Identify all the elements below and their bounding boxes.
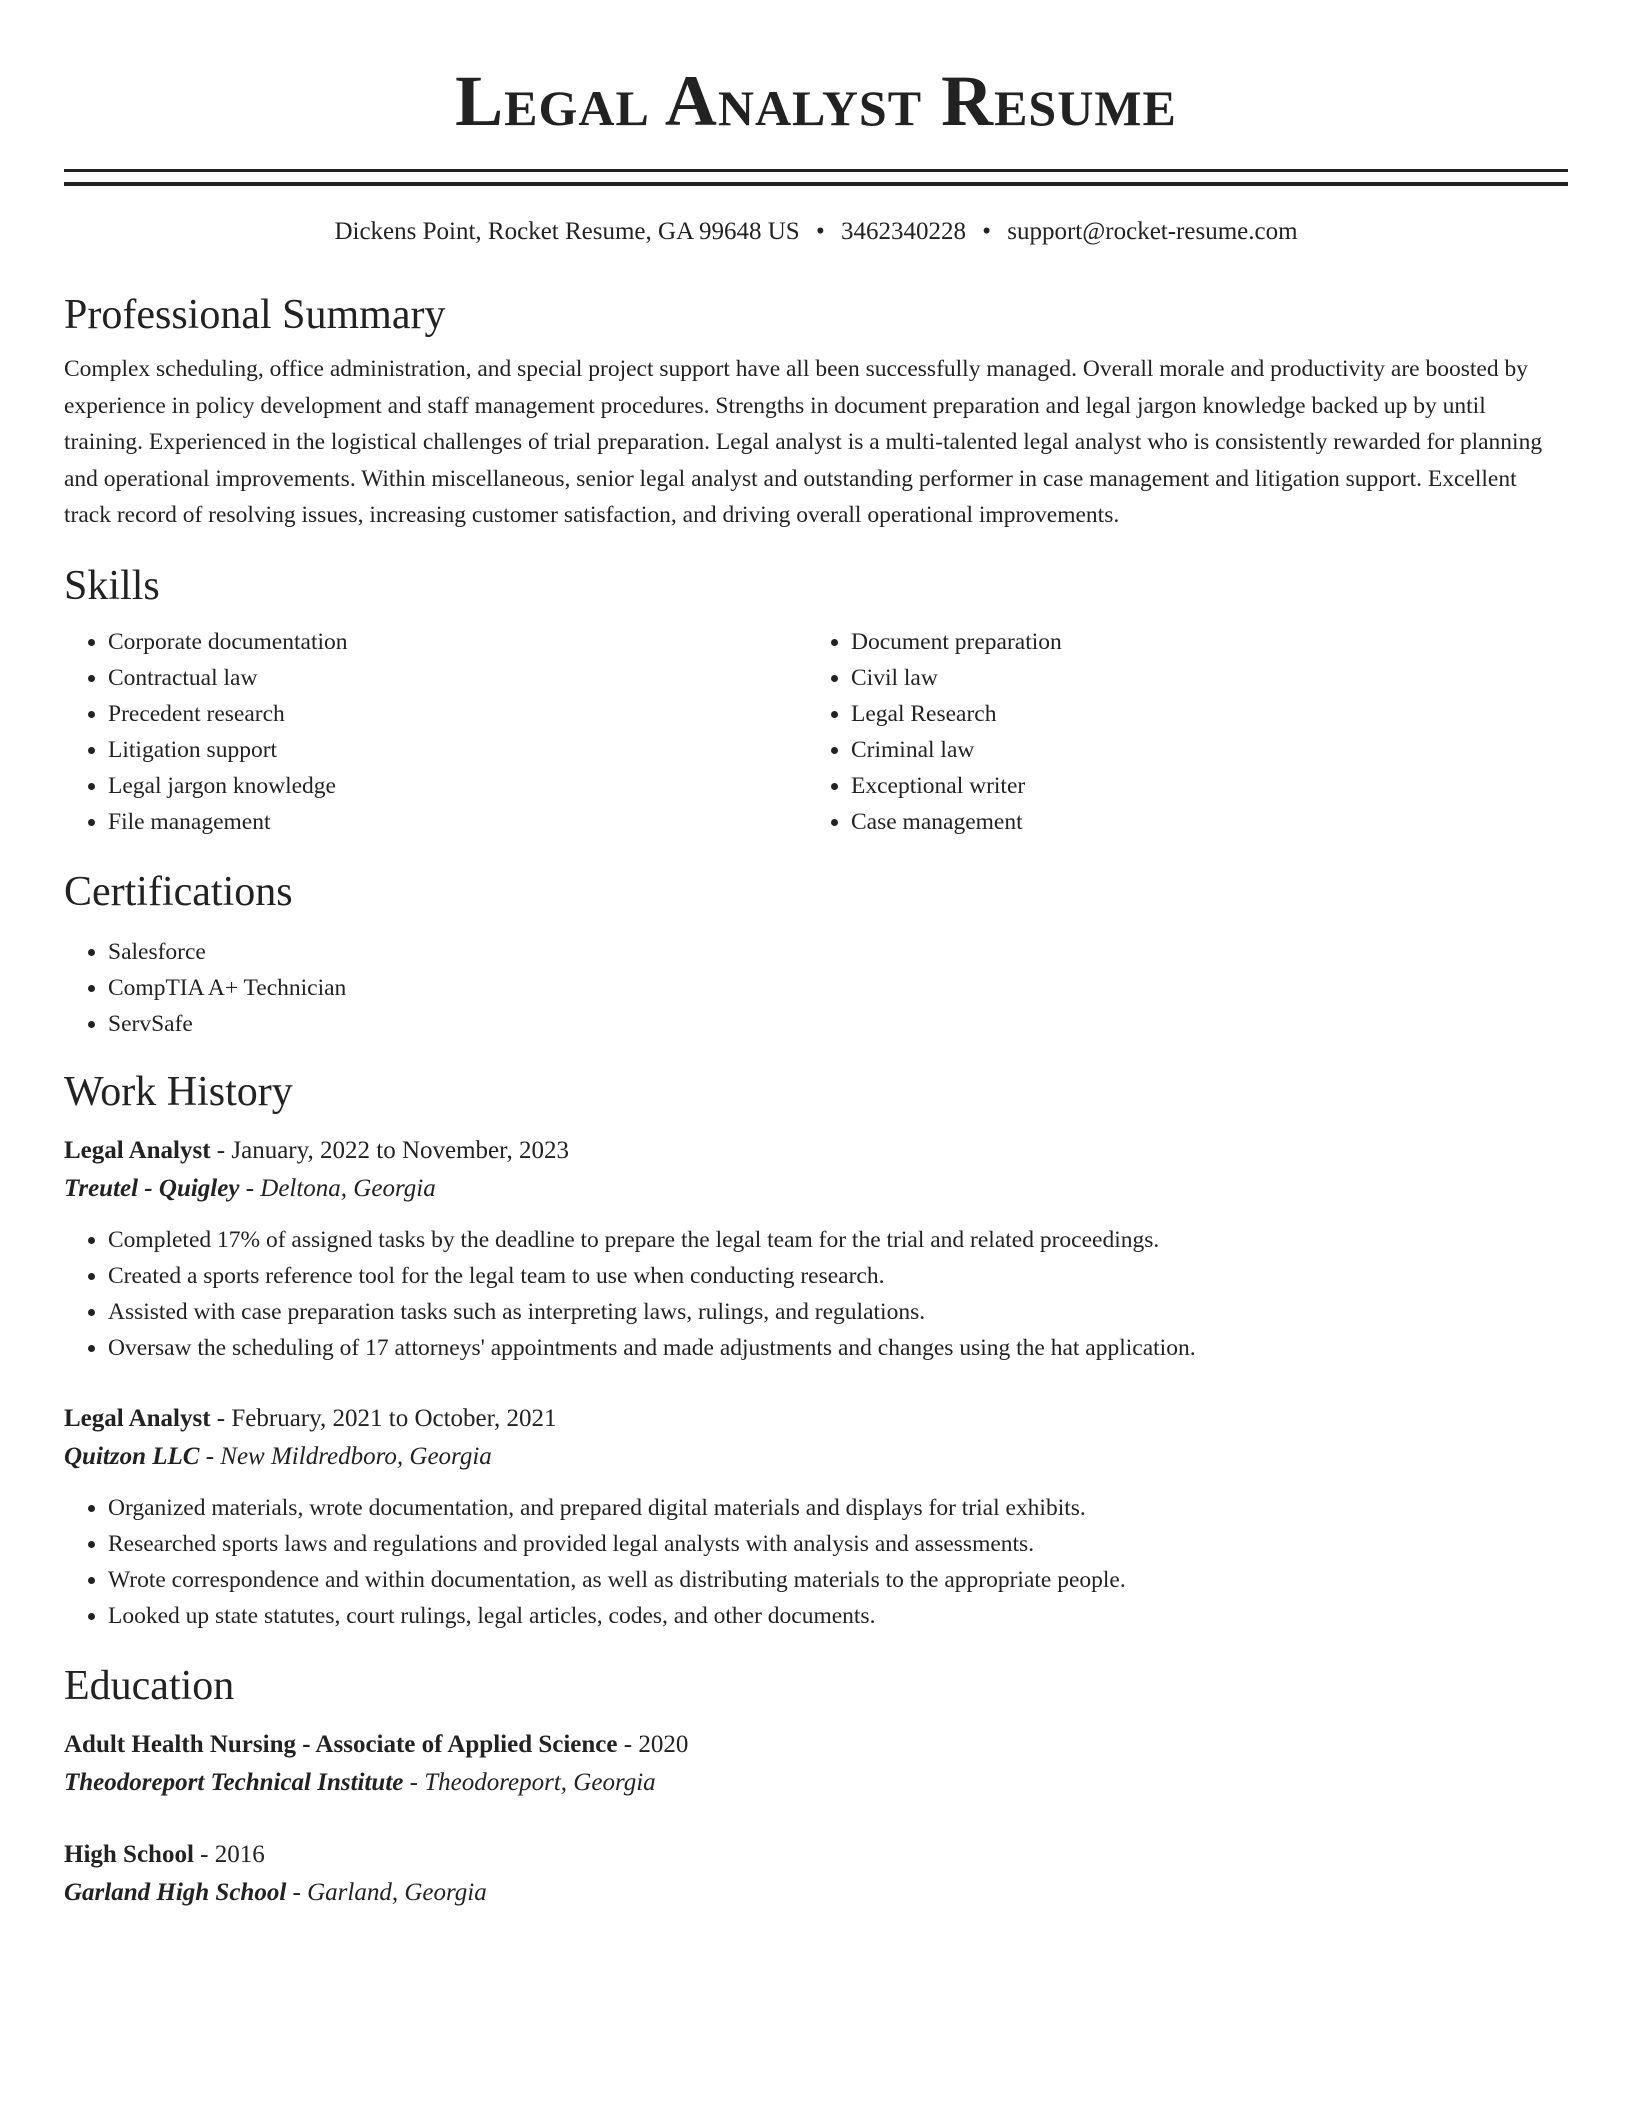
skill-item: • File management [108,804,807,840]
job-title: Legal Analyst [64,1136,211,1164]
contact-separator: • [815,218,825,245]
job-company: Treutel - Quigley [64,1174,240,1202]
skill-item: • Legal jargon knowledge [108,768,807,804]
job-bullet: • Organized materials, wrote documentation, and prepared digital materials and displays for trial exhibits. [108,1490,1568,1526]
skill-item: • Criminal law [851,732,1568,768]
certification-item: • ServSafe [108,1006,1568,1042]
job-entry [64,1400,1568,1634]
job-entry [64,1132,1568,1366]
skill-item: • Civil law [851,660,1568,696]
contact-email: support@rocket-resume.com [1007,218,1298,245]
job-bullet: • Wrote correspondence and within documentation, as well as distributing materials to the appropriate people. [108,1562,1568,1598]
certification-item: • Salesforce [108,934,1568,970]
education-degree-line [64,1726,1568,1764]
job-bullet: • Created a sports reference tool for the legal team to use when conducting research. [108,1258,1568,1294]
job-bullet: • Oversaw the scheduling of 17 attorneys' appointments and made adjustments and changes using the hat application. [108,1330,1568,1366]
skill-item: • Case management [851,804,1568,840]
education-degree: Adult Health Nursing - Associate of Applied Science [64,1730,618,1758]
skills-grid [64,624,1568,840]
education-location: - Theodoreport, Georgia [409,1768,656,1796]
education-school-line [64,1764,1568,1802]
education-year: - 2016 [200,1840,265,1868]
job-bullet: • Researched sports laws and regulations and provided legal analysts with analysis and assessments. [108,1526,1568,1562]
contact-separator: • [982,218,991,245]
job-bullet: • Completed 17% of assigned tasks by the deadline to prepare the legal team for the trial and related proceedings. [108,1222,1568,1258]
certifications-list [64,934,1568,1042]
certifications-heading: Certifications [64,868,293,915]
education-degree-line [64,1836,1568,1874]
job-title-line [64,1400,1568,1438]
education-heading: Education [64,1662,235,1709]
job-bullet: • Looked up state statutes, court rulings, legal articles, codes, and other documents. [108,1598,1568,1634]
job-company: Quitzon LLC [64,1442,200,1470]
job-bullets [64,1490,1568,1634]
education-school: Garland High School [64,1878,287,1906]
skills-list-left [64,624,807,840]
job-bullet: • Assisted with case preparation tasks such as interpreting laws, rulings, and regulations. [108,1294,1568,1330]
skill-item: • Document preparation [851,624,1568,660]
work-history-heading: Work History [64,1068,293,1115]
education-year: - 2020 [623,1730,689,1758]
contact-address: Dickens Point, Rocket Resume, GA 99648 US [334,218,800,245]
title-divider [64,169,1568,186]
skills-list-right [807,624,1568,840]
job-dates: - February, 2021 to October, 2021 [216,1404,557,1432]
education-location: - Garland, Georgia [292,1878,487,1906]
skill-item: • Precedent research [108,696,807,732]
contact-phone: 3462340228 [840,218,966,245]
job-dates: - January, 2022 to November, 2023 [216,1136,569,1164]
summary-heading: Professional Summary [64,292,446,338]
education-school: Theodoreport Technical Institute [64,1768,404,1796]
skills-heading: Skills [64,562,160,609]
job-location: - New Mildredboro, Georgia [205,1442,492,1470]
education-school-line [64,1874,1568,1912]
job-company-line [64,1170,1568,1208]
skill-item: • Corporate documentation [108,624,807,660]
skill-item: • Exceptional writer [851,768,1568,804]
education-entry [64,1726,1568,1802]
certification-item: • CompTIA A+ Technician [108,970,1568,1006]
skill-item: • Legal Research [851,696,1568,732]
job-bullets [64,1222,1568,1366]
page-title: Legal Analyst Resume [455,61,1177,141]
summary-text: Complex scheduling, office administration, and special project support have all been successfully managed. Overall morale and productivity are boosted by experience in policy development and staff management procedures. Strengths in document preparation and legal jargon knowledge backed up by until training. Experienced in the logistical challenges of trial preparation. Legal analyst is a multi-talented legal analyst who is consistently rewarded for planning and operational improvements. Within miscellaneous, senior legal analyst and outstanding performer in case management and litigation support. Excellent track record of resolving issues, increasing customer satisfaction, and driving overall operational improvements. [64,356,1543,528]
education-degree: High School [64,1840,194,1868]
job-title-line [64,1132,1568,1170]
education-entry [64,1836,1568,1912]
job-company-line [64,1438,1568,1476]
contact-line [64,215,1568,249]
job-title: Legal Analyst [64,1404,211,1432]
job-location: - Deltona, Georgia [245,1174,436,1202]
skill-item: • Litigation support [108,732,807,768]
skill-item: • Contractual law [108,660,807,696]
